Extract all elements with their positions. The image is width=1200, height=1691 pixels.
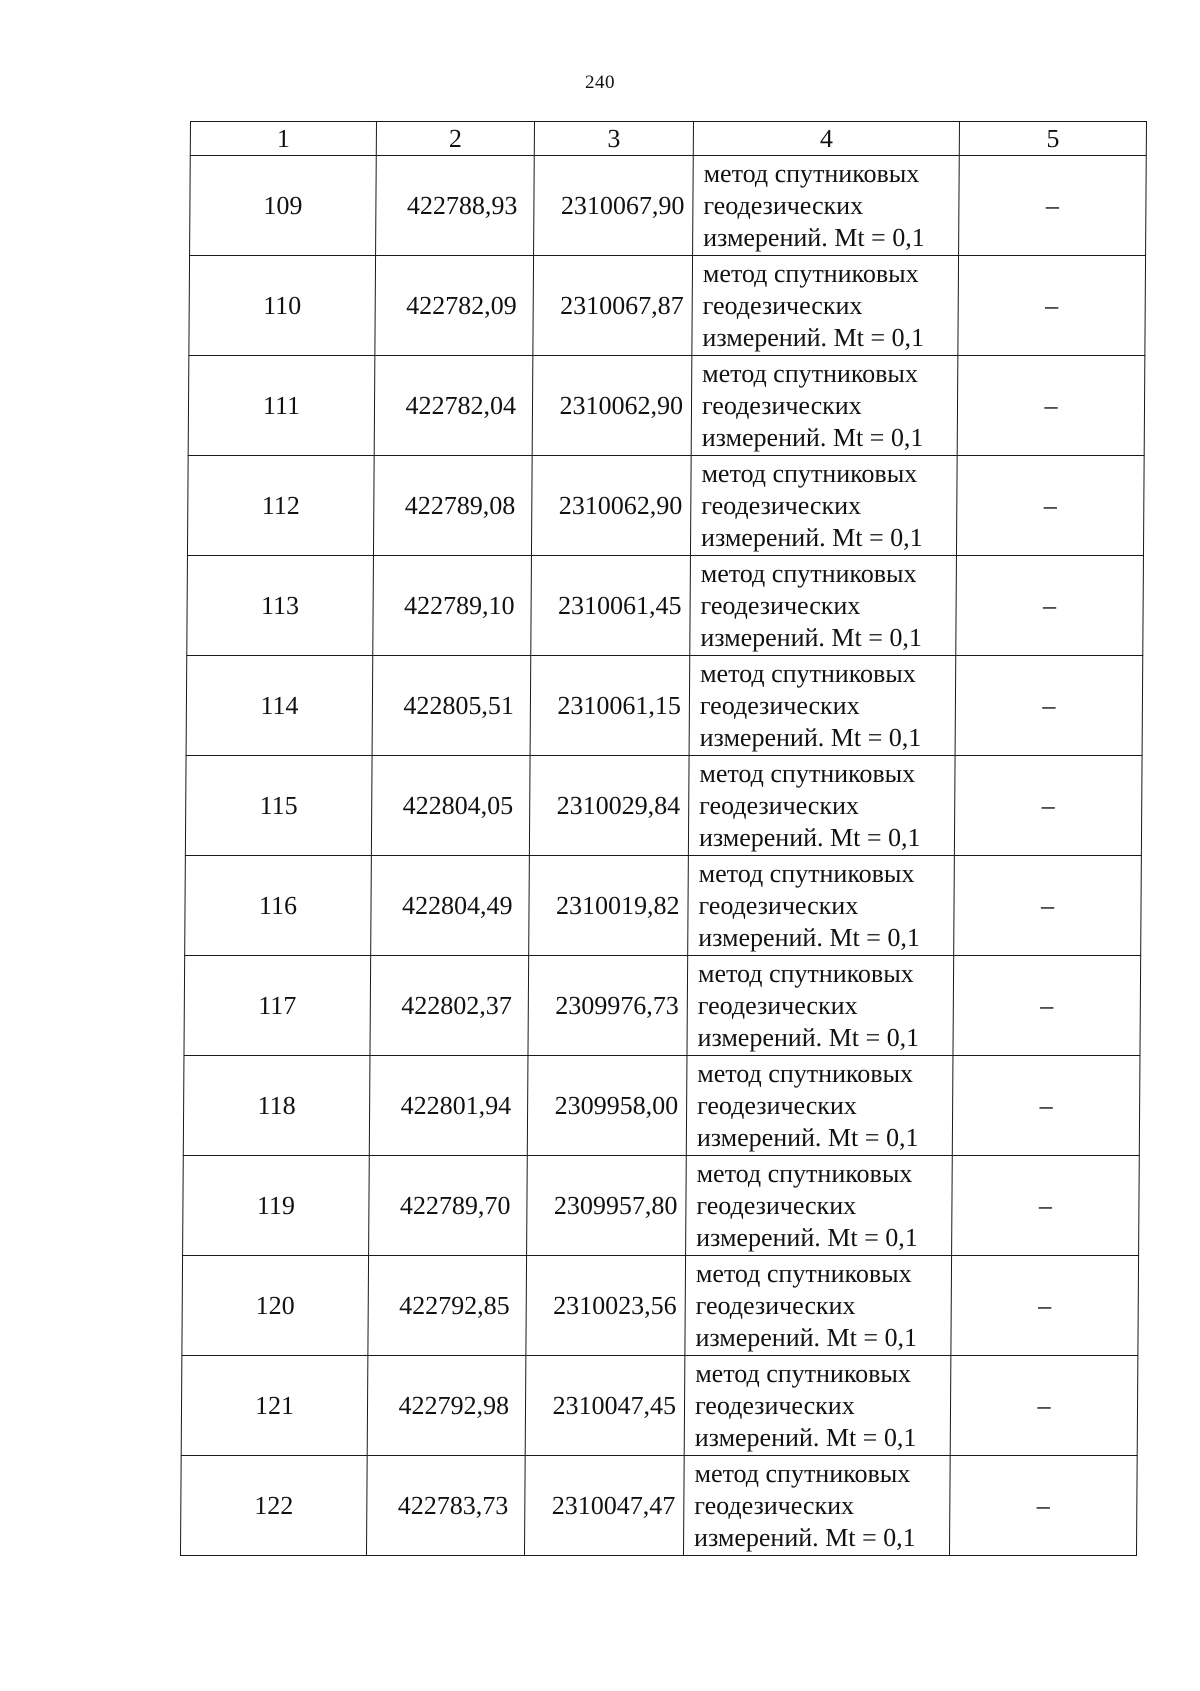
x-coordinate-cell: 422792,85	[368, 1256, 527, 1356]
header-cell-2: 2	[376, 122, 534, 156]
x-coordinate-cell: 422804,49	[371, 856, 530, 956]
note-cell: –	[958, 256, 1146, 356]
point-number-cell: 122	[180, 1456, 367, 1556]
method-line: метод спутниковых	[700, 658, 916, 688]
header-cell-1: 1	[190, 122, 376, 156]
point-number-cell: 109	[190, 156, 377, 256]
table-row	[185, 856, 1142, 956]
table-row	[181, 1356, 1138, 1456]
method-line: измерений. Mt = 0,1	[699, 722, 922, 752]
table-row	[184, 956, 1141, 1056]
header-cell-3: 3	[534, 122, 693, 156]
x-coordinate-cell: 422783,73	[366, 1456, 525, 1556]
point-number-cell: 111	[188, 356, 375, 456]
y-coordinate-cell: 2310047,47	[524, 1456, 684, 1556]
table-row	[182, 1256, 1139, 1356]
x-coordinate-cell: 422804,05	[371, 756, 530, 856]
x-coordinate-cell: 422792,98	[367, 1356, 526, 1456]
method-line: метод спутниковых	[694, 1458, 911, 1488]
method-line: геодезических	[695, 1290, 856, 1320]
point-number-cell: 115	[185, 756, 372, 856]
method-cell	[692, 256, 959, 356]
note-cell: –	[955, 656, 1143, 756]
note-cell: –	[954, 756, 1142, 856]
method-line: геодезических	[699, 690, 860, 720]
method-line: геодезических	[697, 1090, 857, 1120]
y-coordinate-cell: 2309958,00	[527, 1056, 687, 1156]
method-line: геодезических	[703, 190, 864, 220]
method-line: измерений. Mt = 0,1	[698, 822, 921, 852]
table-row	[185, 756, 1142, 856]
method-line: измерений. Mt = 0,1	[694, 1422, 917, 1452]
point-number-cell: 113	[187, 556, 374, 656]
note-cell: –	[956, 556, 1144, 656]
y-coordinate-cell: 2310061,15	[530, 656, 690, 756]
method-line: измерений. Mt = 0,1	[694, 1522, 916, 1552]
note-cell: –	[950, 1356, 1138, 1456]
method-line: геодезических	[702, 290, 863, 320]
note-cell: –	[954, 856, 1142, 956]
method-line: метод спутниковых	[697, 958, 914, 988]
method-line: геодезических	[699, 790, 860, 820]
method-line: геодезических	[701, 490, 862, 520]
y-coordinate-cell: 2310067,90	[534, 156, 694, 256]
x-coordinate-cell: 422782,04	[374, 356, 533, 456]
method-cell	[686, 1156, 953, 1256]
method-cell	[690, 456, 957, 556]
method-cell	[687, 956, 954, 1056]
y-coordinate-cell: 2310047,45	[525, 1356, 685, 1456]
method-line: измерений. Mt = 0,1	[695, 1322, 918, 1352]
y-coordinate-cell: 2310019,82	[529, 856, 689, 956]
note-cell: –	[952, 1056, 1140, 1156]
table-row	[187, 556, 1144, 656]
method-line: метод спутниковых	[702, 358, 919, 388]
table-row	[187, 456, 1144, 556]
note-cell: –	[957, 356, 1145, 456]
method-line: измерений. Mt = 0,1	[702, 322, 925, 352]
table-row	[190, 156, 1147, 256]
header-cell-4: 4	[693, 122, 959, 156]
y-coordinate-cell: 2310062,90	[532, 356, 692, 456]
method-line: метод спутниковых	[697, 1058, 914, 1088]
note-cell: –	[949, 1456, 1137, 1556]
method-line: метод спутниковых	[702, 258, 919, 288]
y-coordinate-cell: 2310062,90	[531, 456, 691, 556]
page-number: 240	[585, 72, 615, 93]
method-line: измерений. Mt = 0,1	[700, 622, 923, 652]
table-row	[189, 256, 1146, 356]
table-row	[183, 1156, 1140, 1256]
method-cell	[691, 356, 958, 456]
point-number-cell: 112	[187, 456, 374, 556]
y-coordinate-cell: 2309957,80	[527, 1156, 687, 1256]
note-cell: –	[953, 956, 1141, 1056]
method-line: метод спутниковых	[696, 1158, 913, 1188]
y-coordinate-cell: 2310023,56	[526, 1256, 686, 1356]
method-cell	[689, 656, 956, 756]
method-line: метод спутниковых	[701, 458, 918, 488]
point-number-cell: 116	[185, 856, 372, 956]
point-number-cell: 117	[184, 956, 371, 1056]
header-row	[190, 122, 1146, 156]
method-line: метод спутниковых	[700, 558, 917, 588]
method-line: метод спутниковых	[703, 158, 920, 188]
method-cell	[683, 1456, 950, 1556]
method-line: измерений. Mt = 0,1	[701, 422, 924, 452]
x-coordinate-cell: 422788,93	[376, 156, 535, 256]
method-line: измерений. Mt = 0,1	[703, 222, 925, 252]
method-line: метод спутниковых	[698, 858, 915, 888]
method-line: измерений. Mt = 0,1	[697, 1022, 920, 1052]
method-cell	[690, 556, 957, 656]
method-line: измерений. Mt = 0,1	[698, 922, 921, 952]
method-line: метод спутниковых	[699, 758, 916, 788]
x-coordinate-cell: 422801,94	[369, 1056, 528, 1156]
method-cell	[685, 1256, 952, 1356]
coordinates-table	[180, 121, 1147, 1556]
table-body	[180, 156, 1146, 1556]
table-header	[190, 122, 1146, 156]
point-number-cell: 114	[186, 656, 373, 756]
x-coordinate-cell: 422805,51	[372, 656, 531, 756]
method-cell	[693, 156, 960, 256]
method-line: геодезических	[701, 390, 862, 420]
header-cell-5: 5	[959, 122, 1146, 156]
y-coordinate-cell: 2310061,45	[531, 556, 691, 656]
method-cell	[686, 1056, 953, 1156]
method-cell	[688, 856, 955, 956]
point-number-cell: 118	[183, 1056, 370, 1156]
table-row	[183, 1056, 1140, 1156]
method-line: геодезических	[696, 1190, 857, 1220]
x-coordinate-cell: 422789,70	[369, 1156, 528, 1256]
point-number-cell: 119	[183, 1156, 370, 1256]
method-cell	[688, 756, 955, 856]
x-coordinate-cell: 422789,08	[373, 456, 532, 556]
y-coordinate-cell: 2310067,87	[533, 256, 693, 356]
method-line: метод спутниковых	[695, 1358, 912, 1388]
method-cell	[684, 1356, 951, 1456]
point-number-cell: 120	[182, 1256, 369, 1356]
method-line: метод спутниковых	[695, 1258, 912, 1288]
method-line: измерений. Mt = 0,1	[696, 1122, 919, 1152]
method-line: измерений. Mt = 0,1	[696, 1222, 918, 1252]
point-number-cell: 121	[181, 1356, 368, 1456]
note-cell: –	[959, 156, 1147, 256]
table-row	[180, 1456, 1137, 1556]
method-line: геодезических	[698, 890, 859, 920]
note-cell: –	[951, 1256, 1139, 1356]
y-coordinate-cell: 2310029,84	[529, 756, 689, 856]
note-cell: –	[956, 456, 1144, 556]
point-number-cell: 110	[189, 256, 376, 356]
table-row	[186, 656, 1143, 756]
table-row	[188, 356, 1145, 456]
method-line: геодезических	[700, 590, 861, 620]
method-line: геодезических	[694, 1390, 855, 1420]
note-cell: –	[952, 1156, 1140, 1256]
method-line: измерений. Mt = 0,1	[700, 522, 923, 552]
x-coordinate-cell: 422802,37	[370, 956, 529, 1056]
method-line: геодезических	[694, 1490, 855, 1520]
x-coordinate-cell: 422782,09	[375, 256, 534, 356]
x-coordinate-cell: 422789,10	[373, 556, 532, 656]
method-line: геодезических	[697, 990, 858, 1020]
y-coordinate-cell: 2309976,73	[528, 956, 688, 1056]
